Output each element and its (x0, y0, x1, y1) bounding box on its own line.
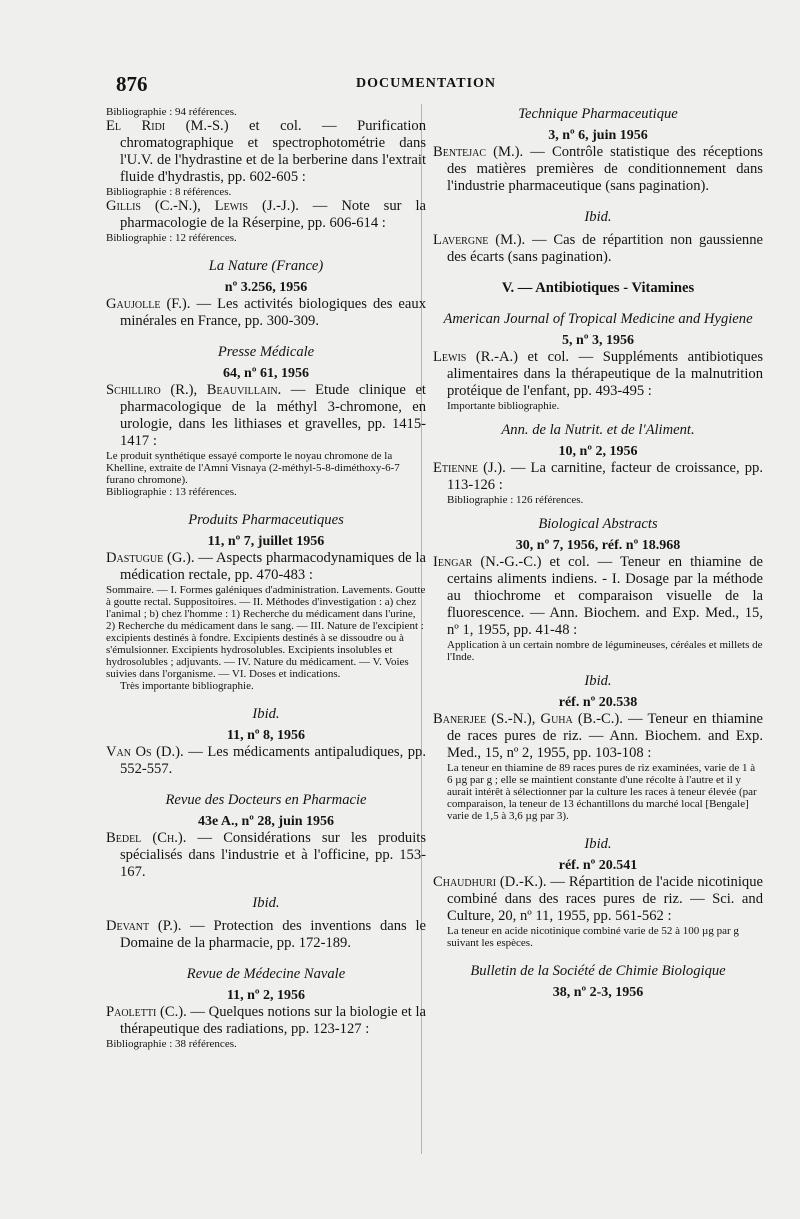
citation-author: Bentejac (M.). (433, 144, 524, 160)
citation-entry (106, 198, 426, 232)
page-header (116, 72, 696, 98)
bibliographic-note: Bibliographie : 38 références. (106, 1038, 237, 1050)
journal-issue: réf. nº 20.538 (558, 695, 638, 710)
citation-entry (106, 118, 426, 186)
journal-issue: 38, nº 2-3, 1956 (552, 985, 644, 1000)
bibliographic-note: Bibliographie : 13 références. (106, 486, 237, 498)
bibliographic-note: Sommaire. — I. Formes galéniques d'administration. Lavements. Goutte à goutte rectal. Suppositoires. — II. Méthodes d'investigation : a) chez l'animal ; b) chez l'homme : 1) Recherche du médicament dans l'urine, 2) Recherche du médicament dans le sang. — III. Nature de l'excipient : excipients destinés à fondre. Excipients destinés à se dissoudre ou à s'émulsionner. Excipients hydrosolubles. Excipients insolubles et hydrosolubles ; adjuvants. — IV. Nature du médicament. — V. Voies suivies dans l'organisme. — VI. Doses et indications. (106, 584, 426, 680)
citation-text: — Répartition de l'acide nicotinique combiné dans des races pures de riz. — Sci. and Culture, 20, nº 11, 1955, pp. 561-562 : (447, 874, 763, 924)
journal-issue: 11, nº 8, 1956 (226, 728, 306, 743)
page-number: 876 (116, 72, 148, 96)
citation-entry (433, 554, 763, 639)
citation-author: Gaujolle (F.). (106, 296, 191, 312)
journal-issue: 11, nº 7, juillet 1956 (207, 534, 325, 549)
bibliographic-note: La teneur en acide nicotinique combiné varie de 52 à 100 µg par g suivant les espèces. (447, 925, 739, 949)
journal-issue: nº 3.256, 1956 (224, 280, 308, 295)
journal-title: Ibid. (584, 673, 612, 689)
journal-issue: 11, nº 2, 1956 (226, 988, 306, 1003)
journal-issue: réf. nº 20.541 (558, 858, 638, 873)
citation-text: — Contrôle statistique des réceptions des matières premières de conditionnement dans l'industrie pharmaceutique (sans pagination). (447, 144, 763, 194)
citation-entry (106, 918, 426, 952)
citation-text: — Note sur la pharmacologie de la Réserpine, pp. 606-614 : (120, 198, 426, 231)
journal-title: Biological Abstracts (538, 516, 658, 532)
citation-text: — Les médicaments antipaludiques, pp. 552-557. (120, 744, 427, 777)
journal-title: La Nature (France) (208, 258, 324, 274)
citation-author: Etienne (J.). (433, 460, 506, 476)
citation-entry (433, 711, 763, 762)
citation-author: Bedel (Ch.). (106, 830, 187, 846)
journal-title: Ibid. (252, 895, 280, 911)
citation-text: — La carnitine, facteur de croissance, pp. 113-126 : (447, 460, 763, 493)
citation-entry (106, 744, 426, 778)
citation-entry (433, 349, 763, 400)
journal-issue: 43e A., nº 28, juin 1956 (197, 814, 335, 829)
citation-author: Schilliro (R.), Beauvillain. (106, 382, 282, 398)
citation-text: et col. — Purification chromatographique et spectrophotométrie dans l'U.V. de l'hydrastine et de la berberine dans l'extrait fluide d'hydrastis, pp. 602-605 : (120, 118, 426, 185)
citation-text: — Teneur en thiamine de races pures de riz. — Ann. Biochem. and Exp. Med., 15, nº 2, 1955, pp. 103-108 : (447, 711, 763, 761)
journal-title: American Journal of Tropical Medicine and Hygiene (443, 311, 753, 327)
journal-issue: 10, nº 2, 1956 (558, 444, 638, 459)
citation-entry (106, 830, 426, 881)
journal-title: Ibid. (584, 836, 612, 852)
citation-entry (433, 232, 763, 266)
journal-title: Presse Médicale (217, 344, 315, 360)
citation-author: Van Os (D.). (106, 744, 184, 760)
journal-title: Revue de Médecine Navale (186, 966, 346, 982)
citation-author: Banerjee (S.-N.), Guha (B.-C.). (433, 711, 623, 727)
citation-author: Lavergne (M.). (433, 232, 526, 248)
citation-text: et col. — Teneur en thiamine de certains aliments indiens. - I. Dosage par la méthode au thiochrome et comparaison visuelle de la fluorescence. — Ann. Biochem. and Exp. Med., 15, nº 1, 1955, pp. 41-48 : (447, 554, 763, 638)
citation-text: — Les activités biologiques des eaux minérales en France, pp. 300-309. (120, 296, 426, 329)
citation-text: — Etude clinique et pharmacologique de la méthyl 3-chromone, en urologie, dans les lithiases et gravelles, pp. 1415-1417 : (120, 382, 426, 449)
journal-issue: 64, nº 61, 1956 (223, 366, 309, 381)
citation-author: Devant (P.). (106, 918, 182, 934)
citation-author: Iengar (N.-G.-C.) (433, 554, 542, 570)
right-column (433, 106, 763, 1001)
citation-text: — Protection des inventions dans le Domaine de la pharmacie, pp. 172-189. (120, 918, 427, 951)
citation-author: Lewis (R.-A.) (433, 349, 519, 365)
bibliographic-note: Importante bibliographie. (447, 400, 560, 412)
citation-entry (433, 144, 763, 195)
section-heading: V. — Antibiotiques - Vitamines (501, 280, 695, 296)
journal-issue: 3, nº 6, juin 1956 (548, 128, 648, 143)
citation-author: Chaudhuri (D.-K.). (433, 874, 547, 890)
citation-entry (106, 1004, 426, 1038)
journal-title: Technique Pharmaceutique (518, 106, 678, 122)
citation-author: Dastugue (G.). (106, 550, 195, 566)
journal-title: Bulletin de la Société de Chimie Biologique (470, 963, 726, 979)
citation-author: Paoletti (C.). (106, 1004, 187, 1020)
citation-text: — Quelques notions sur la biologie et la thérapeutique des radiations, pp. 123-127 : (120, 1004, 426, 1037)
citation-text: — Cas de répartition non gaussienne des écarts (sans pagination). (447, 232, 763, 265)
bibliographic-note: Bibliographie : 126 références. (447, 494, 584, 506)
bibliographic-note: La teneur en thiamine de 89 races pures de riz examinées, varie de 1 à 6 µg par g ; elle se maintient constante d'une récolte à l'autre et il y aurait intérêt à sélectionner par la culture les races à teneur élevée (par comparaison, la teneur de 13 échantillons du marché local [Bengale] varie de 1,5 à 3,6 µg par 3). (447, 762, 757, 822)
bibliographic-note: Très importante bibliographie. (120, 680, 254, 692)
citation-entry (106, 382, 426, 450)
left-column (106, 106, 426, 1050)
journal-issue: 30, nº 7, 1956, réf. nº 18.968 (515, 538, 681, 553)
citation-author: El Ridi (M.-S.) (106, 118, 229, 134)
running-title: DOCUMENTATION (356, 76, 497, 91)
citation-author: Gillis (C.-N.), Lewis (J.-J.). (106, 198, 299, 214)
journal-title: Ann. de la Nutrit. et de l'Aliment. (501, 422, 695, 438)
citation-text: — Aspects pharmacodynamiques de la médication rectale, pp. 470-483 : (120, 550, 426, 583)
citation-entry (433, 874, 763, 925)
journal-issue: 5, nº 3, 1956 (562, 333, 634, 348)
bibliographic-note: Le produit synthétique essayé comporte le noyau chromone de la Khelline, extraite de l'Amni Visnaya (2-méthyl-5-8-diméthoxy-6-7 furano chromone). (106, 450, 400, 486)
citation-text: et col. — Suppléments antibiotiques alimentaires dans la thérapeutique de la malnutrition protéique de l'enfant, pp. 493-495 : (447, 349, 764, 399)
journal-title: Ibid. (252, 706, 280, 722)
citation-text: — Considérations sur les produits spécialisés dans l'industrie et à l'officine, pp. 153-167. (120, 830, 426, 880)
bibliographic-note: Bibliographie : 12 références. (106, 232, 237, 244)
bibliographic-note: Bibliographie : 94 références. (106, 106, 237, 118)
journal-title: Ibid. (584, 209, 612, 225)
citation-entry (106, 550, 426, 584)
citation-entry (106, 296, 426, 330)
bibliographic-note: Bibliographie : 8 références. (106, 186, 232, 198)
bibliographic-note: Application à un certain nombre de légumineuses, céréales et millets de l'Inde. (447, 639, 763, 663)
journal-title: Produits Pharmaceutiques (188, 512, 344, 528)
citation-entry (433, 460, 763, 494)
journal-title: Revue des Docteurs en Pharmacie (165, 792, 367, 808)
